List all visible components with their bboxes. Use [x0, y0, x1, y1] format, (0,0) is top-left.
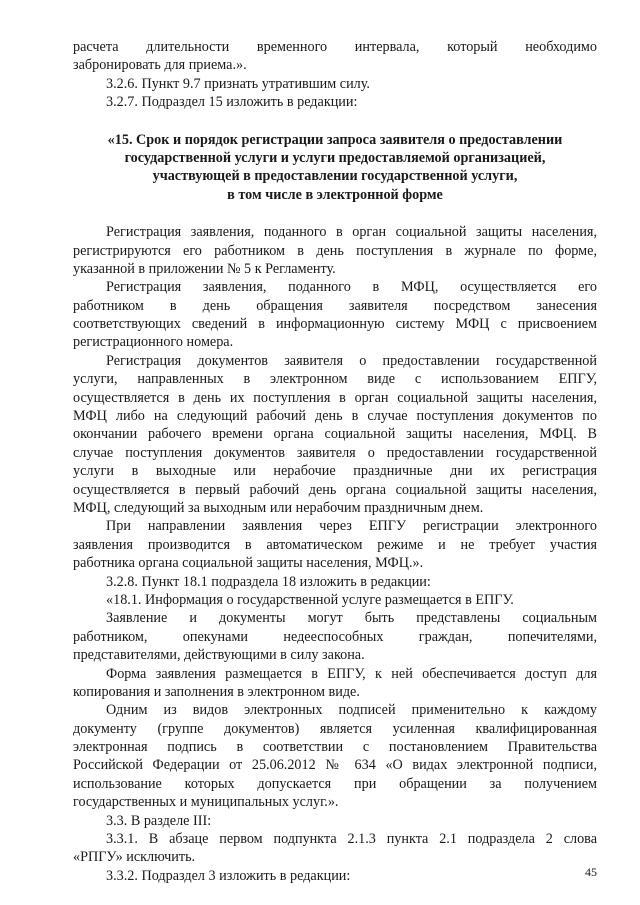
paragraph-gap — [73, 112, 597, 131]
paragraph-line: Российской Федерации от 25.06.2012 № 634 «О видах электронной подписи, — [73, 757, 597, 774]
paragraph-line: услуги, направленных в электронном виде с использованием ЕПГУ, — [73, 371, 597, 388]
continuation-line: забронировать для приема.». — [73, 57, 247, 74]
paragraph-line: соответствующих сведений в информационную систему МФЦ с присвоением — [73, 316, 597, 333]
section-heading-line: «15. Срок и порядок регистрации запроса заявителя о предоставлении — [107, 131, 563, 148]
paragraph-line: услуги в выходные или нерабочие праздничные дни их регистрация — [73, 463, 597, 480]
clause-item: 3.2.7. Подраздел 15 изложить в редакции: — [106, 94, 358, 111]
paragraph-line: государственных и муниципальных услуг.». — [73, 794, 339, 811]
paragraph-line: МФЦ либо на следующий рабочий день в случае поступления документов по — [73, 408, 597, 425]
paragraph-line: случае поступления документов заявителя о предоставлении государственной — [73, 444, 597, 461]
paragraph-line: «РПГУ» исключить. — [73, 849, 196, 866]
paragraph-line: осуществляется в день их поступления в орган социальной защиты населения, — [73, 389, 597, 406]
section-heading-line: в том числе в электронной форме — [227, 186, 443, 203]
section-heading-line: участвующей в предоставлении государственной услуги, — [152, 168, 518, 185]
paragraph-first-line: 3.2.8. Пункт 18.1 подраздела 18 изложить в редакции: — [106, 573, 431, 590]
paragraph-line: использование которых допускается при обращении за получением — [73, 775, 597, 792]
paragraph-first-line: 3.3.1. В абзаце первом подпункта 2.1.3 пункта 2.1 подраздела 2 слова — [106, 831, 597, 848]
paragraph-line: работником, опекунами недееспособных граждан, попечителями, — [73, 628, 597, 645]
paragraph-line: представителями, действующими в силу закона. — [73, 647, 365, 664]
paragraph-first-line: 3.3. В разделе III: — [106, 812, 212, 829]
paragraph-line: регистрируются его работником в день поступления в журнале по форме, — [73, 242, 597, 259]
paragraph-line: регистрационного номера. — [73, 334, 234, 351]
paragraph-line: МФЦ, следующий за выходным или нерабочим праздничным днем. — [73, 499, 484, 516]
paragraph-first-line: «18.1. Информация о государственной услуге размещается в ЕПГУ. — [106, 591, 514, 608]
paragraph-gap — [73, 204, 597, 223]
paragraph-line: работником в день обращения заявителя посредством занесения — [73, 297, 597, 314]
paragraph-first-line: Одним из видов электронных подписей применительно к каждому — [106, 702, 597, 719]
continuation-line: расчета длительности временного интервала, который необходимо — [73, 39, 597, 55]
document-body — [73, 38, 597, 885]
paragraph-line: электронная подпись в соответствии с постановлением Правительства — [73, 739, 597, 756]
paragraph-first-line: Форма заявления размещается в ЕПГУ, к ней обеспечивается доступ для — [106, 665, 597, 682]
paragraph-first-line: 3.3.2. Подраздел 3 изложить в редакции: — [106, 867, 351, 884]
paragraph-first-line: Заявление и документы могут быть представлены социальным — [106, 610, 597, 627]
page-number: 45 — [585, 865, 597, 879]
clause-item: 3.2.6. Пункт 9.7 признать утратившим силу. — [106, 75, 370, 92]
section-heading-line: государственной услуги и услуги предоставляемой организацией, — [124, 149, 546, 166]
paragraph-line: указанной в приложении № 5 к Регламенту. — [73, 260, 336, 277]
paragraph-first-line: Регистрация документов заявителя о предоставлении государственной — [106, 352, 597, 369]
paragraph-first-line: Регистрация заявления, поданного в орган социальной защиты населения, — [106, 224, 597, 241]
paragraph-line: работника органа социальной защиты населения, МФЦ.». — [73, 555, 424, 572]
paragraph-line: документу (группе документов) является усиленная квалифицированная — [73, 720, 597, 737]
paragraph-first-line: Регистрация заявления, поданного в МФЦ, осуществляется его — [106, 279, 597, 296]
paragraph-line: окончании рабочего времени органа социальной защиты населения, МФЦ. В — [73, 426, 597, 443]
paragraph-line: копирования и заполнения в электронном виде. — [73, 683, 360, 700]
paragraph-first-line: При направлении заявления через ЕПГУ регистрации электронного — [106, 518, 597, 535]
paragraph-line: заявления производится в автоматическом режиме и не требует участия — [73, 536, 597, 553]
paragraph-line: осуществляется в первый рабочий день органа социальной защиты населения, — [73, 481, 597, 498]
